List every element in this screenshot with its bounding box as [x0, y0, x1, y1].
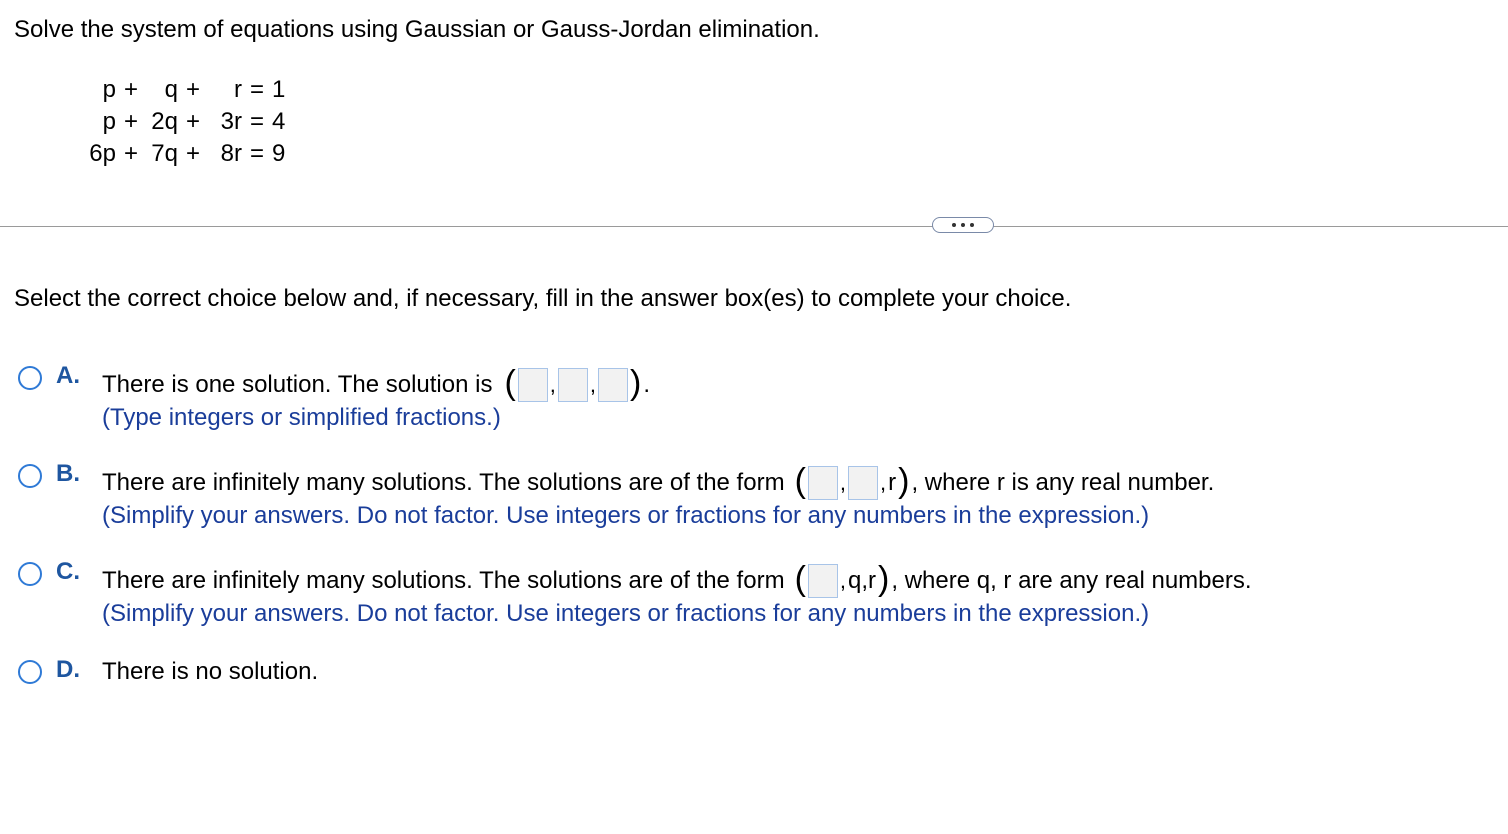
choice-b-var: r	[888, 469, 897, 496]
choice-d-letter: D.	[56, 656, 80, 683]
choice-c-var: q,r	[848, 567, 877, 594]
choice-b-text: There are infinitely many solutions. The solutions are of the form	[102, 469, 785, 496]
equation-row: 6p + 7q + 8r = 9	[89, 140, 286, 167]
left-paren: (	[794, 560, 806, 598]
choice-d-text: There is no solution.	[102, 658, 319, 685]
choice-c-suffix: , where q, r are any real numbers.	[891, 567, 1252, 594]
choice-c-hint: (Simplify your answers. Do not factor. Use integers or fractions for any numbers in the expression.)	[102, 600, 1150, 627]
section-divider	[0, 226, 1508, 227]
answer-box-r[interactable]	[598, 368, 628, 402]
choice-b-hint: (Simplify your answers. Do not factor. Use integers or fractions for any numbers in the expression.)	[102, 502, 1150, 529]
right-paren: )	[878, 560, 890, 598]
choice-c-radio[interactable]	[18, 562, 42, 586]
choice-c-letter: C.	[56, 558, 80, 585]
answer-box-p[interactable]	[808, 466, 838, 500]
instruction-text: Select the correct choice below and, if necessary, fill in the answer box(es) to complete your choice.	[14, 285, 1072, 312]
answer-box-p[interactable]	[518, 368, 548, 402]
choice-b-suffix: , where r is any real number.	[911, 469, 1215, 496]
choice-d-radio[interactable]	[18, 660, 42, 684]
equation-system	[84, 74, 292, 170]
answer-box-q[interactable]	[848, 466, 878, 500]
choice-c-text: There are infinitely many solutions. The solutions are of the form	[102, 567, 785, 594]
choice-a-radio[interactable]	[18, 366, 42, 390]
choice-a-hint: (Type integers or simplified fractions.)	[102, 404, 501, 431]
right-paren: )	[630, 364, 642, 402]
ellipsis-icon	[952, 223, 956, 227]
equation-row: p + q + r = 1	[102, 76, 286, 103]
question-text: Solve the system of equations using Gaussian or Gauss-Jordan elimination.	[14, 16, 820, 43]
choice-b-radio[interactable]	[18, 464, 42, 488]
right-paren: )	[898, 462, 910, 500]
equation-row: p + 2q + 3r = 4	[102, 108, 286, 135]
answer-box-p[interactable]	[808, 564, 838, 598]
choice-b-letter: B.	[56, 460, 80, 487]
left-paren: (	[794, 462, 806, 500]
choice-a-text: There is one solution. The solution is	[102, 371, 493, 398]
answer-box-q[interactable]	[558, 368, 588, 402]
show-more-button[interactable]	[932, 217, 994, 233]
choice-a-letter: A.	[56, 362, 80, 389]
left-paren: (	[504, 364, 516, 402]
